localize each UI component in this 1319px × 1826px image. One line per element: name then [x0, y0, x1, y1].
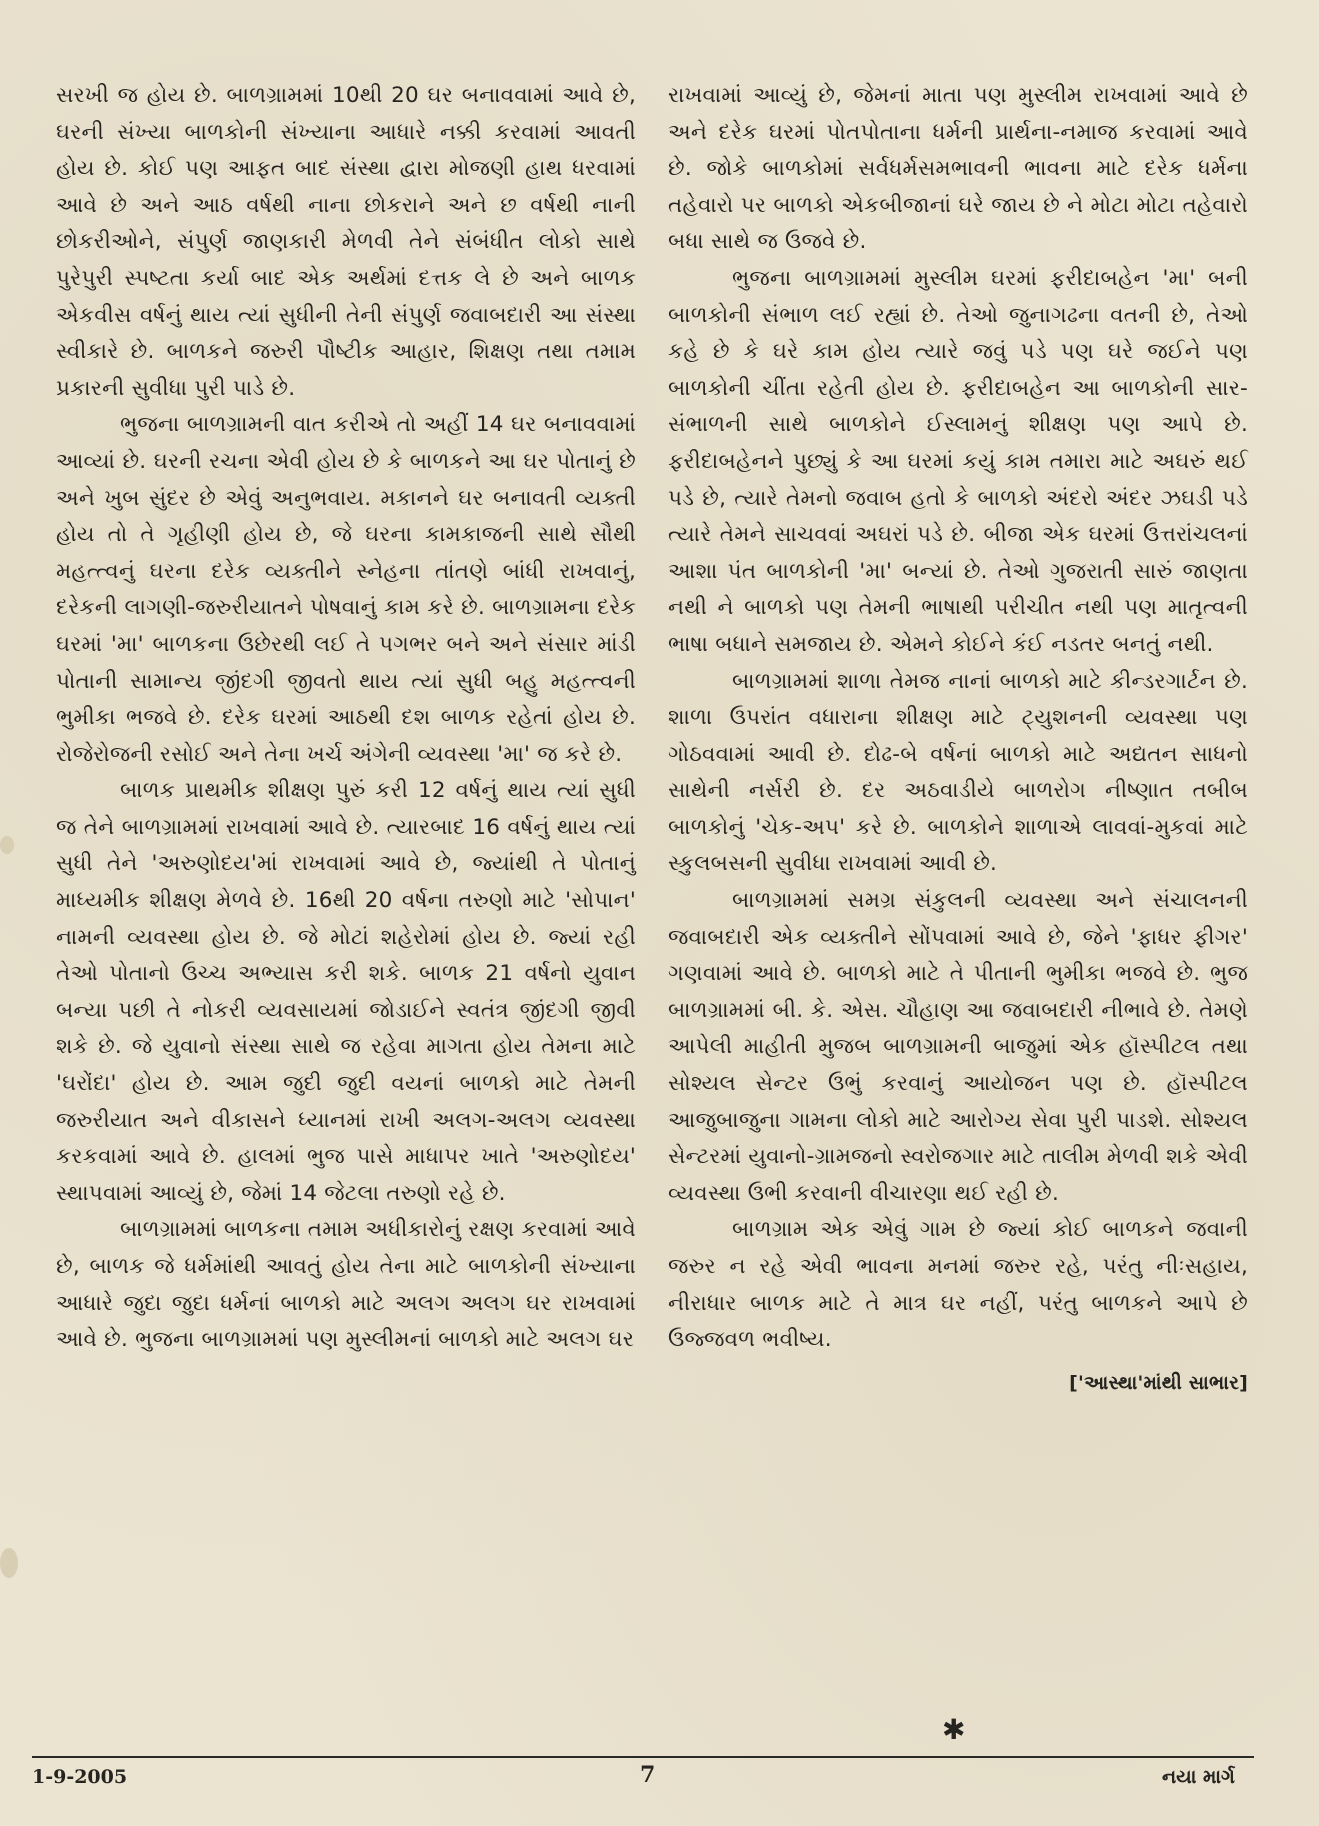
article-paragraph: બાળગ્રામ એક એવું ગામ છે જ્યાં કોઈ બાળકને જવાની જરુર ન રહે એવી ભાવના મનમાં જરુર રહે, પરંતુ નીઃસહાય, નીરાધાર બાળક માટે તે માત્ર ઘર નહીં, પરંતુ બાળકને આપે છે ઉજ્જવળ ભવીષ્ય. [668, 1217, 1248, 1353]
article-left-column [56, 78, 636, 1359]
footer-date: 1-9-2005 [32, 1766, 128, 1788]
end-of-article-mark: ✱ [942, 1713, 966, 1746]
paper-wear-mark [0, 1548, 18, 1578]
article-paragraph: ભુજના બાળગ્રામની વાત કરીએ તો અહીં 14 ઘર બનાવવામાં આવ્યાં છે. ઘરની રચના એવી હોય છે કે બાળકને આ ઘર પોતાનું છે અને ખુબ સુંદર છે એવું અનુભવાય. મકાનને ઘર બનાવતી વ્યક્તી હોય તો તે ગૃહીણી હોય છે, જે ઘરના કામકાજની સાથે સૌથી મહત્ત્વનું ઘરના દરેક વ્યક્તીને સ્નેહના તાંતણે બાંધી રાખવાનું, દરેકની લાગણી-જરુરીયાતને પોષવાનું કામ કરે છે. બાળગ્રામના દરેક ઘરમાં 'મા' બાળકના ઉછેરથી લઈ તે પગભર બને અને સંસાર માંડી પોતાની સામાન્ય જીંદગી જીવતો થાય ત્યાં સુધી બહુ મહત્ત્વની ભુમીકા ભજવે છે. દરેક ઘરમાં આઠથી દશ બાળક રહેતાં હોય છે. રોજેરોજની રસોઈ અને તેના ખર્ચ અંગેની વ્યવસ્થા 'મા' જ કરે છે. [56, 412, 636, 767]
article-paragraph: ભુજના બાળગ્રામમાં મુસ્લીમ ઘરમાં ફરીદાબહેન 'મા' બની બાળકોની સંભાળ લઈ રહ્યાં છે. તેઓ જુનાગઢના વતની છે, તેઓ કહે છે કે ઘરે કામ હોય ત્યારે જવું પડે પણ ઘરે જઈને પણ બાળકોની ચીંતા રહેતી હોય છે. ફરીદાબહેન આ બાળકોની સાર-સંભાળની સાથે બાળકોને ઈસ્લામનું શીક્ષણ પણ આપે છે. ફરીદાબહેનને પુછ્યું કે આ ઘરમાં કયું કામ તમારા માટે અઘરું થઈ પડે છે, ત્યારે તેમનો જવાબ હતો કે બાળકો અંદરો અંદર ઝઘડી પડે ત્યારે તેમને સાચવવાં અઘરાં પડે છે. બીજા એક ઘરમાં ઉત્તરાંચલનાં આશા પંત બાળકોની 'મા' બન્યાં છે. તેઓ ગુજરાતી સારું જાણતા નથી ને બાળકો પણ તેમની ભાષાથી પરીચીત નથી પણ માતૃત્વની ભાષા બધાને સમજાય છે. એમને કોઈને કંઈ નડતર બનતું નથી. [668, 265, 1248, 657]
article-paragraph: રાખવામાં આવ્યું છે, જેમનાં માતા પણ મુસ્લીમ રાખવામાં આવે છે અને દરેક ઘરમાં પોતપોતાના ધર્મની પ્રાર્થના-નમાજ કરવામાં આવે છે. જોકે બાળકોમાં સર્વધર્મસમભાવની ભાવના માટે દરેક ધર્મના તહેવારો પર બાળકો એકબીજાનાં ઘરે જાય છે ને મોટા મોટા તહેવારો બધા સાથે જ ઉજવે છે. [668, 83, 1248, 255]
article-right-column [668, 78, 1248, 1401]
publication-name: નયા માર્ગ [1162, 1766, 1235, 1788]
source-credit: ['આસ્થા'માંથી સાભાર] [1069, 1371, 1248, 1394]
footer-divider [32, 1756, 1254, 1758]
article-paragraph: બાળગ્રામમાં બાળકના તમામ અધીકારોનું રક્ષણ કરવામાં આવે છે, બાળક જે ધર્મમાંથી આવતું હોય તેના માટે બાળકોની સંખ્યાના આધારે જુદા જુદા ધર્મનાં બાળકો માટે અલગ અલગ ઘર રાખવામાં આવે છે. ભુજના બાળગ્રામમાં પણ મુસ્લીમનાં બાળકો માટે અલગ ઘર [56, 1217, 636, 1353]
article-paragraph: સરખી જ હોય છે. બાળગ્રામમાં 10થી 20 ઘર બનાવવામાં આવે છે, ઘરની સંખ્યા બાળકોની સંખ્યાના આધારે નક્કી કરવામાં આવતી હોય છે. કોઈ પણ આફત બાદ સંસ્થા દ્વારા મોજણી હાથ ધરવામાં આવે છે અને આઠ વર્ષથી નાના છોકરાને અને છ વર્ષથી નાની છોકરીઓને, સંપુર્ણ જાણકારી મેળવી તેને સંબંધીત લોકો સાથે પુરેપુરી સ્પષ્ટતા કર્યા બાદ એક અર્થમાં દત્તક લે છે અને બાળક એકવીસ વર્ષનું થાય ત્યાં સુધીની તેની સંપુર્ણ જવાબદારી આ સંસ્થા સ્વીકારે છે. બાળકને જરુરી પૌષ્ટીક આહાર, શિક્ષણ તથા તમામ પ્રકારની સુવીધા પુરી પાડે છે. [56, 83, 636, 401]
article-paragraph: બાળગ્રામમાં સમગ્ર સંકુલની વ્યવસ્થા અને સંચાલનની જવાબદારી એક વ્યક્તીને સોંપવામાં આવે છે, જેને 'ફાધર ફીગર' ગણવામાં આવે છે. બાળકો માટે તે પીતાની ભુમીકા ભજવે છે. ભુજ બાળગ્રામમાં બી. કે. એસ. ચૌહાણ આ જવાબદારી નીભાવે છે. તેમણે આપેલી માહીતી મુજબ બાળગ્રામની બાજુમાં એક હૉસ્પીટલ તથા સોશ્યલ સેન્ટર ઉભું કરવાનું આયોજન પણ છે. હૉસ્પીટલ આજુબાજુના ગામના લોકો માટે આરોગ્ય સેવા પુરી પાડશે. સોશ્યલ સેન્ટરમાં યુવાનો-ગ્રામજનો સ્વરોજગાર માટે તાલીમ મેળવી શકે એવી વ્યવસ્થા ઉભી કરવાની વીચારણા થઈ રહી છે. [668, 888, 1248, 1206]
article-paragraph: બાળગ્રામમાં શાળા તેમજ નાનાં બાળકો માટે કીન્ડરગાર્ટન છે. શાળા ઉપરાંત વધારાના શીક્ષણ માટે ટ્યુશનની વ્યવસ્થા પણ ગોઠવવામાં આવી છે. દોઢ-બે વર્ષનાં બાળકો માટે અદ્યતન સાધનો સાથેની નર્સરી છે. દર અઠવાડીયે બાળરોગ નીષ્ણાત તબીબ બાળકોનું 'ચેક-અપ' કરે છે. બાળકોને શાળાએ લાવવાં-મુકવાં માટે સ્કુલબસની સુવીધા રાખવામાં આવી છે. [668, 668, 1248, 877]
page-number: 7 [640, 1762, 656, 1788]
paper-wear-mark [0, 836, 14, 854]
article-paragraph: બાળક પ્રાથમીક શીક્ષણ પુરું કરી 12 વર્ષનું થાય ત્યાં સુધી જ તેને બાળગ્રામમાં રાખવામાં આવે છે. ત્યારબાદ 16 વર્ષનું થાય ત્યાં સુધી તેને 'અરુણોદય'માં રાખવામાં આવે છે, જ્યાંથી તે પોતાનું માધ્યમીક શીક્ષણ મેળવે છે. 16થી 20 વર્ષના તરુણો માટે 'સોપાન' નામની વ્યવસ્થા હોય છે. જે મોટાં શહેરોમાં હોય છે. જ્યાં રહી તેઓ પોતાનો ઉચ્ચ અભ્યાસ કરી શકે. બાળક 21 વર્ષનો યુવાન બન્યા પછી તે નોકરી વ્યવસાયમાં જોડાઈને સ્વતંત્ર જીંદગી જીવી શકે છે. જે યુવાનો સંસ્થા સાથે જ રહેવા માગતા હોય તેમના માટે 'ઘરોંદા' હોય છે. આમ જુદી જુદી વયનાં બાળકો માટે તેમની જરુરીયાત અને વીકાસને ધ્યાનમાં રાખી અલગ-અલગ વ્યવસ્થા કરકવામાં આવે છે. હાલમાં ભુજ પાસે માધાપર ખાતે 'અરુણોદય' સ્થાપવામાં આવ્યું છે, જેમાં 14 જેટલા તરુણો રહે છે. [56, 778, 636, 1206]
